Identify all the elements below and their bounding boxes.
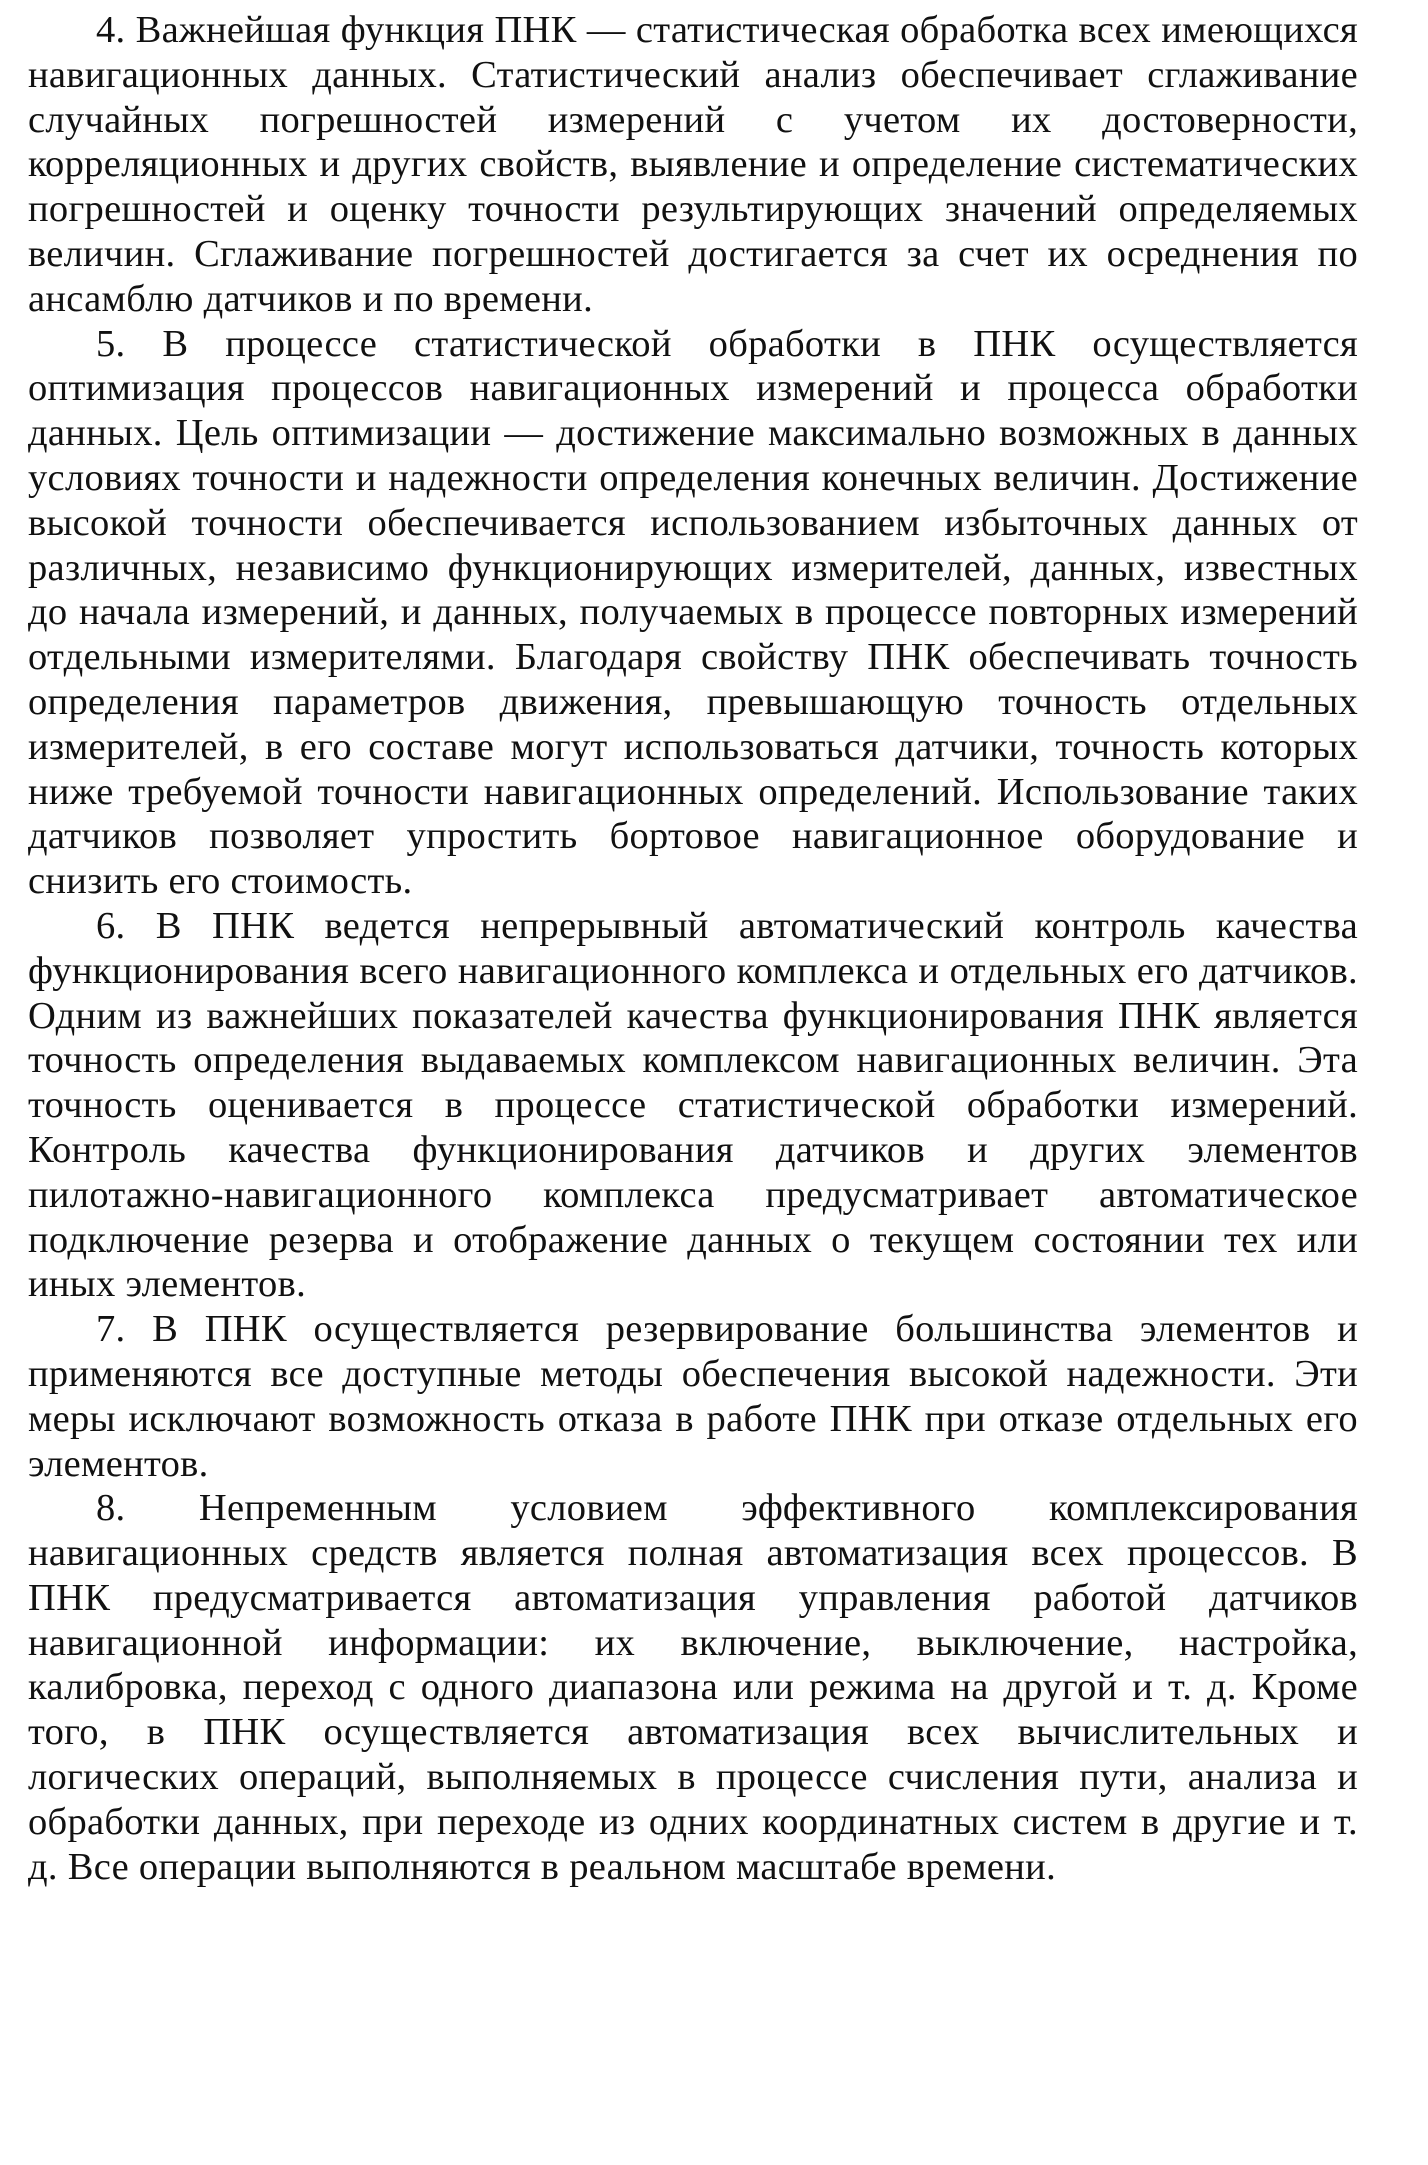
paragraph-7: 7. В ПНК осуществляется резервирование большинства элементов и применяются все доступные методы обеспечения высокой надежности. Эти меры исключают возможность отказа в работе ПНК при отказе отдельных его элементов. — [28, 1308, 1358, 1485]
paragraph-8: 8. Непременным условием эффективного комплексирования навигационных средств является полная автоматизация всех процессов. В ПНК предусматривается автоматизация управления работой датчиков навигационной информации: их включение, выключение, настройка, калибровка, переход с одного диапазона или режима на другой и т. д. Кроме того, в ПНК осуществляется автоматизация всех вычислительных и логических операций, выполняемых в процессе счисления пути, анализа и обработки данных, при переходе из одних координатных систем в другие и т. д. Все операции выполняются в реальном масштабе времени. — [28, 1487, 1358, 1888]
paragraph-4: 4. Важнейшая функция ПНК — статистическая обработка всех имеющихся навигационных данных. Статистический анализ обеспечивает сглаживание случайных погрешностей измерений с учетом их достоверности, корреляционных и других свойств, выявление и определение систематических погрешностей и оценку точности результирующих значений определяемых величин. Сглаживание погрешностей достигается за счет их осреднения по ансамблю датчиков и по времени. — [28, 9, 1358, 320]
paragraph-5: 5. В процессе статистической обработки в ПНК осуществляется оптимизация процессов навигационных измерений и процесса обработки данных. Цель оптимизации — достижение максимально возможных в данных условиях точности и надежности определения конечных величин. Достижение высокой точности обеспечивается использованием избыточных данных от различных, независимо функционирующих измерителей, данных, известных до начала измерений, и данных, получаемых в процессе повторных измерений отдельными измерителями. Благодаря свойству ПНК обеспечивать точность определения параметров движения, превышающую точность отдельных измерителей, в его составе могут использоваться датчики, точность которых ниже требуемой точности навигационных определений. Использование таких датчиков позволяет упростить бортовое навигационное оборудование и снизить его стоимость. — [28, 322, 1358, 903]
paragraph-6: 6. В ПНК ведется непрерывный автоматический контроль качества функционирования всего навигационного комплекса и отдельных его датчиков. Одним из важнейших показателей качества функционирования ПНК является точность определения выдаваемых комплексом навигационных величин. Эта точность оценивается в процессе статистической обработки измерений. Контроль качества функционирования датчиков и других элементов пилотажно-навигационного комплекса предусматривает автоматическое подключение резерва и отображение данных о текущем состоянии тех или иных элементов. — [28, 904, 1358, 1306]
document-page — [28, 8, 1358, 2158]
